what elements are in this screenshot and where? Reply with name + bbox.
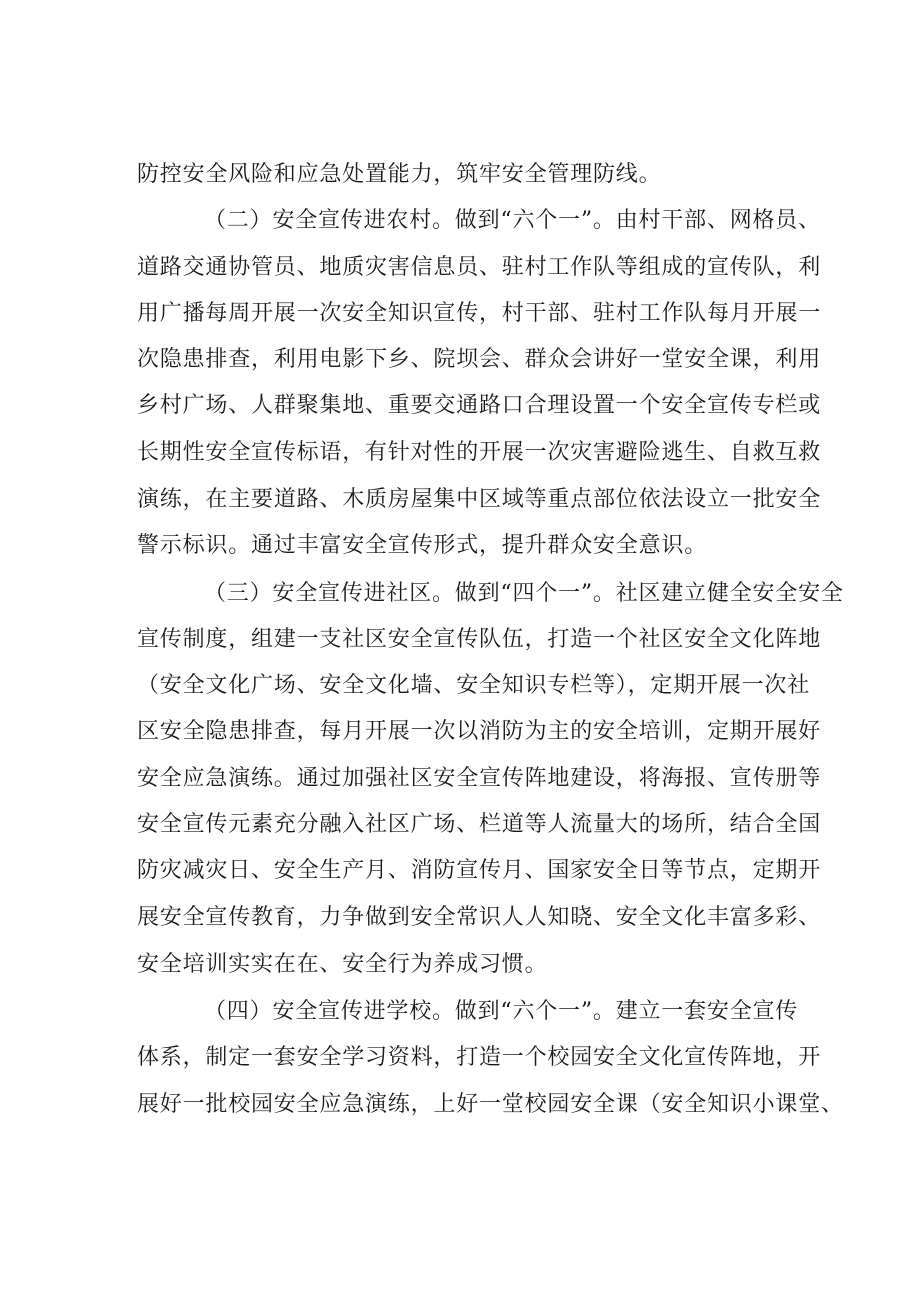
text-line: 长期性安全宣传标语，有针对性的开展一次灾害避险逃生、自救互救 bbox=[137, 440, 822, 465]
text-line: 防控安全风险和应急处置能力，筑牢安全管理防线。 bbox=[137, 162, 662, 187]
text-line: 演练，在主要道路、木质房屋集中区域等重点部位依法设立一批安全 bbox=[137, 487, 822, 512]
text-line: 乡村广场、人群聚集地、重要交通路口合理设置一个安全宣传专栏或 bbox=[137, 393, 822, 418]
text-line: 次隐患排查，利用电影下乡、院坝会、群众会讲好一堂安全课，利用 bbox=[137, 347, 822, 372]
text-line: 用广播每周开展一次安全知识宣传，村干部、驻村工作队每月开展一 bbox=[137, 301, 822, 326]
paragraph-heading-line: （三）安全宣传进社区。做到“四个一”。社区建立健全安全安全 bbox=[204, 581, 844, 606]
text-line: 安全培训实实在在、安全行为养成习惯。 bbox=[137, 952, 548, 977]
text-line: 体系，制定一套安全学习资料，打造一个校园安全文化宣传阵地，开 bbox=[137, 1045, 822, 1070]
text-line: 展好一批校园安全应急演练，上好一堂校园安全课（安全知识小课堂、 bbox=[137, 1092, 844, 1117]
paragraph-heading-line: （四）安全宣传进学校。做到“六个一”。建立一套安全宣传 bbox=[204, 999, 799, 1024]
text-line: 警示标识。通过丰富安全宣传形式，提升群众安全意识。 bbox=[137, 533, 708, 558]
text-line: 展安全宣传教育，力争做到安全常识人人知晓、安全文化丰富多彩、 bbox=[137, 905, 822, 930]
text-line: 区安全隐患排查，每月开展一次以消防为主的安全培训，定期开展好 bbox=[137, 719, 822, 744]
text-line: 宣传制度，组建一支社区安全宣传队伍，打造一个社区安全文化阵地 bbox=[137, 627, 822, 652]
text-line: 安全宣传元素充分融入社区广场、栏道等人流量大的场所，结合全国 bbox=[137, 812, 822, 837]
text-line: 安全应急演练。通过加强社区安全宣传阵地建设，将海报、宣传册等 bbox=[137, 766, 822, 791]
text-line: （安全文化广场、安全文化墙、安全知识专栏等），定期开展一次社 bbox=[137, 673, 811, 698]
paragraph-heading-line: （二）安全宣传进农村。做到“六个一”。由村干部、网格员、 bbox=[204, 208, 821, 233]
text-line: 防灾减灾日、安全生产月、消防宣传月、国家安全日等节点，定期开 bbox=[137, 858, 822, 883]
text-line: 道路交通协管员、地质灾害信息员、驻村工作队等组成的宣传队，利 bbox=[137, 255, 822, 280]
